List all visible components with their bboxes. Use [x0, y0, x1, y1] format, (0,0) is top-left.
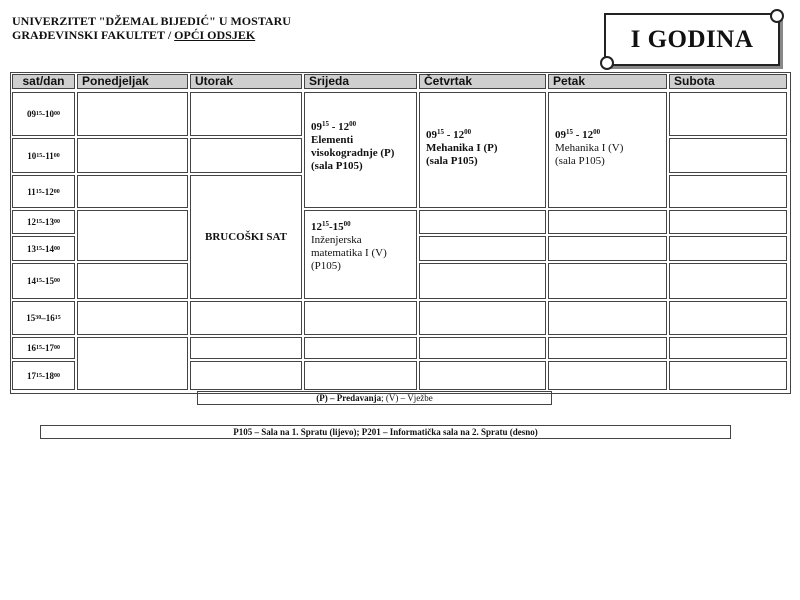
scroll-curl-icon — [770, 9, 784, 23]
empty-slot — [548, 263, 667, 299]
time-slot: 12 15 - 13 00 — [12, 210, 75, 234]
brucoski-sat-block: BRUCOŠKI SAT — [190, 175, 302, 299]
time-slot: 13 15 - 14 00 — [12, 236, 75, 261]
header-srijeda: Srijeda — [304, 74, 417, 89]
empty-slot — [419, 361, 546, 390]
empty-slot — [669, 361, 787, 390]
legend: (P) – Predavanja; (V) – Vježbe — [197, 391, 552, 405]
scroll-curl-icon — [600, 56, 614, 70]
empty-slot — [77, 337, 188, 390]
empty-slot — [190, 301, 302, 335]
header-ponedjeljak: Ponedjeljak — [77, 74, 188, 89]
empty-slot — [669, 210, 787, 234]
empty-slot — [77, 210, 188, 261]
empty-slot — [548, 361, 667, 390]
empty-slot — [669, 263, 787, 299]
empty-slot — [190, 92, 302, 136]
room-note: P105 – Sala na 1. Spratu (lijevo); P201 – Informatička sala na 2. Spratu (desno) — [40, 425, 731, 439]
empty-slot — [669, 175, 787, 208]
empty-slot — [190, 337, 302, 359]
document-header — [12, 14, 291, 42]
department-name: OPĆI ODSJEK — [174, 28, 256, 42]
class-mehanika-predavanja: $09^{15} - 12^{00}$ Mehanika I (P) (sala P105) — [419, 92, 546, 208]
class-mehanika-vjezbe: $09^{15} - 12^{00}$ Mehanika I (V) (sala P105) — [548, 92, 667, 208]
time-slot: 15 30 – 16 15 — [12, 301, 75, 335]
empty-slot — [669, 92, 787, 136]
empty-slot — [548, 210, 667, 234]
empty-slot — [304, 361, 417, 390]
empty-slot — [304, 301, 417, 335]
time-slot: 10 15 - 11 00 — [12, 138, 75, 173]
empty-slot — [77, 138, 188, 173]
empty-slot — [77, 175, 188, 208]
empty-slot — [669, 337, 787, 359]
header-time-col: sat/dan — [12, 74, 75, 89]
time-slot: 16 15 - 17 00 — [12, 337, 75, 359]
class-elementi-visokogradnje: $09^{15} - 12^{00}$ Elementi visokogradnje (P) (sala P105) — [304, 92, 417, 208]
year-banner-label: I GODINA — [630, 25, 754, 53]
empty-slot — [304, 337, 417, 359]
time-slot: 14 15 - 15 00 — [12, 263, 75, 299]
time-slot: 11 15 - 12 00 — [12, 175, 75, 208]
empty-slot — [419, 337, 546, 359]
class-inzenjerska-matematika: $12^{15}-15^{00}$ Inženjerska matematika I (V) (P105) — [304, 210, 417, 299]
empty-slot — [419, 263, 546, 299]
empty-slot — [190, 138, 302, 173]
empty-slot — [669, 138, 787, 173]
empty-slot — [419, 236, 546, 261]
year-banner — [604, 13, 780, 66]
empty-slot — [77, 263, 188, 299]
empty-slot — [419, 210, 546, 234]
empty-slot — [77, 301, 188, 335]
empty-slot — [548, 236, 667, 261]
header-utorak: Utorak — [190, 74, 302, 89]
time-slot: 17 15 - 18 00 — [12, 361, 75, 390]
header-cetvrtak: Četvrtak — [419, 74, 546, 89]
empty-slot — [548, 337, 667, 359]
faculty-name: GRAĐEVINSKI FAKULTET / OPĆI ODSJEK — [12, 28, 256, 42]
header-petak: Petak — [548, 74, 667, 89]
time-slot: 09 15 - 10 00 — [12, 92, 75, 136]
empty-slot — [77, 92, 188, 136]
empty-slot — [669, 301, 787, 335]
empty-slot — [190, 361, 302, 390]
header-subota: Subota — [669, 74, 787, 89]
university-name: UNIVERZITET "DŽEMAL BIJEDIĆ" U MOSTARU — [12, 14, 291, 28]
empty-slot — [548, 301, 667, 335]
empty-slot — [669, 236, 787, 261]
empty-slot — [419, 301, 546, 335]
